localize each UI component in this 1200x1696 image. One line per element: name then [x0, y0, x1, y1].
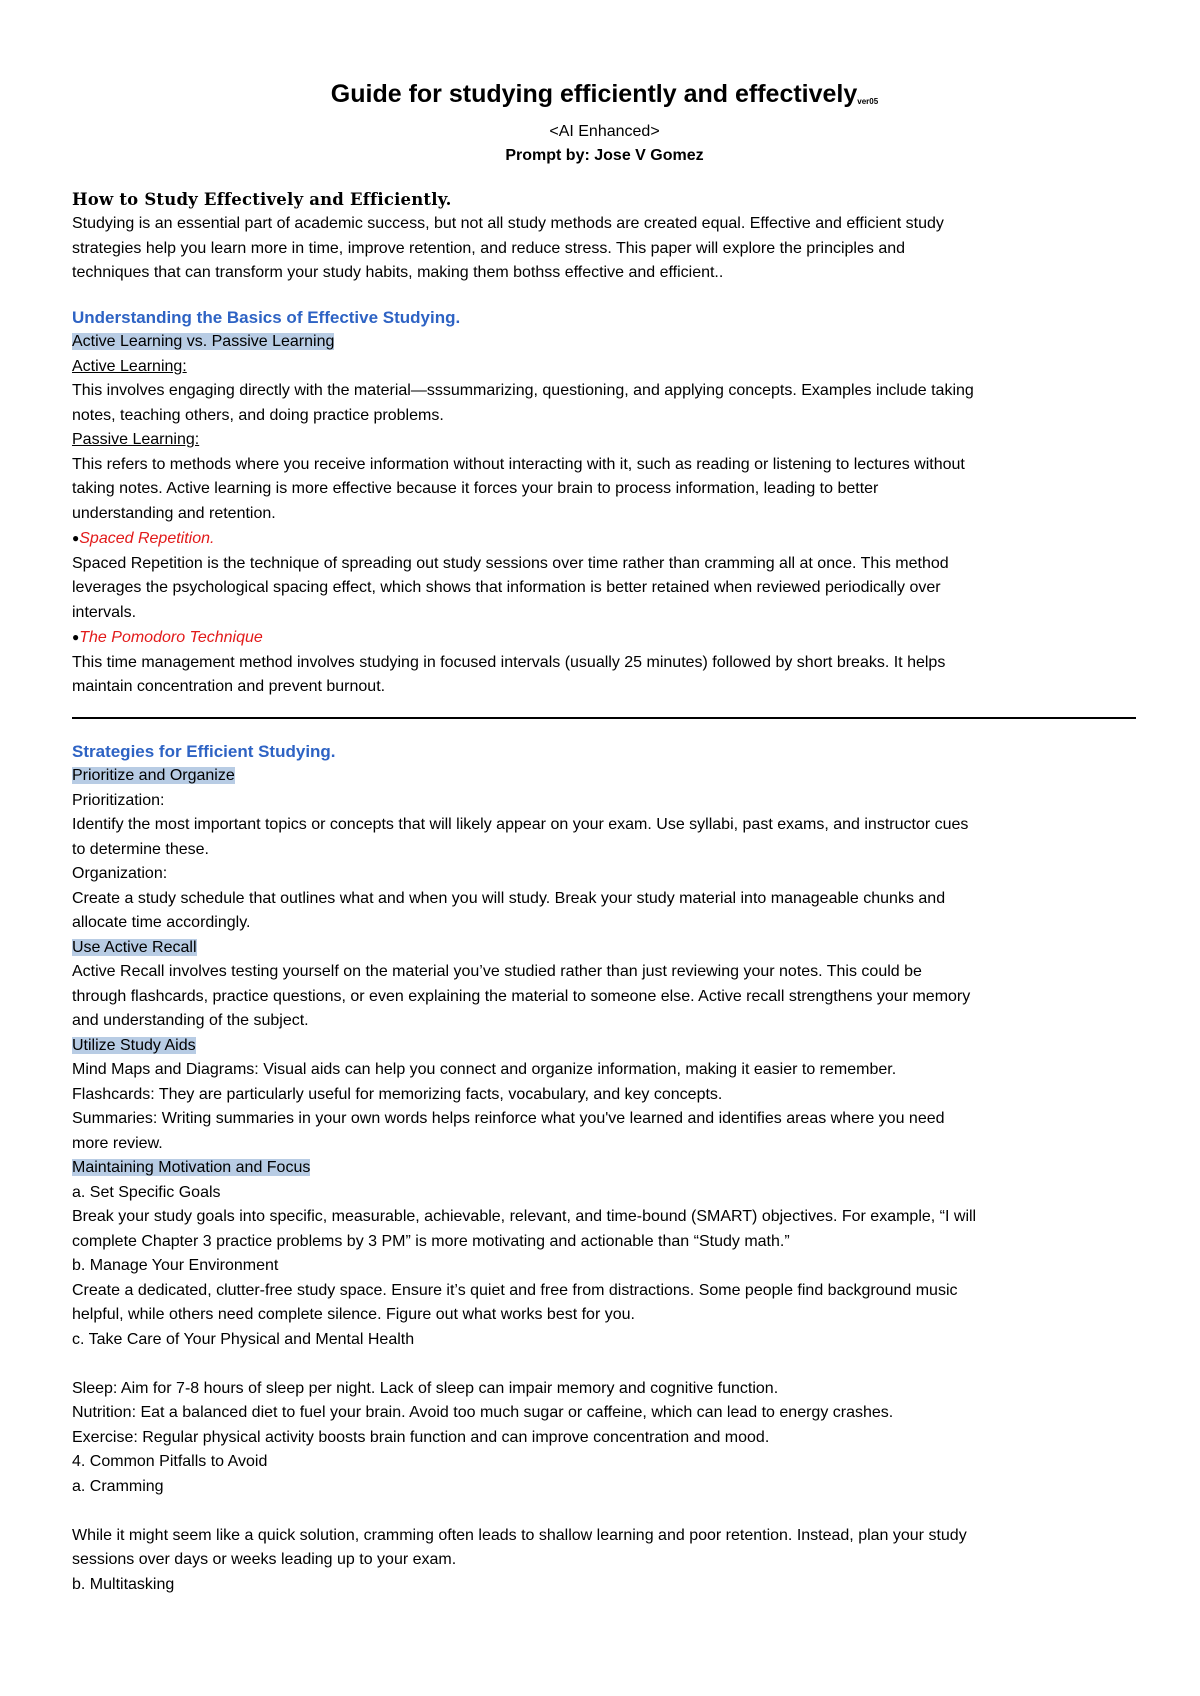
- prompt-credit: Prompt by: Jose V Gomez: [505, 147, 704, 164]
- body-line: more review.: [72, 1134, 163, 1152]
- passive-learning-label-text: Passive Learning:: [72, 431, 200, 448]
- body-line: allocate time accordingly.: [72, 914, 251, 931]
- goals-label: a. Set Specific Goals: [72, 1183, 221, 1201]
- spacer: [72, 286, 1137, 306]
- body-line: Exercise: Regular physical activity boosts brain function and can improve concentration and mood.: [72, 1428, 770, 1446]
- body-line: sessions over days or weeks leading up to your exam.: [72, 1551, 457, 1568]
- body-line: Create a dedicated, clutter-free study space. Ensure it’s quiet and free from distractions. Some people find background music: [72, 1281, 958, 1299]
- organization-label: Organization:: [72, 865, 168, 882]
- subheading-study-aids: [72, 1034, 1137, 1059]
- cramming-label: a. Cramming: [72, 1477, 164, 1495]
- subheading-active-vs-passive: [72, 330, 1137, 355]
- body-line: This involves engaging directly with the material—sssummarizing, questioning, and applying concepts. Examples include taking: [72, 382, 974, 399]
- highlighted-subheading: Utilize Study Aids: [72, 1036, 196, 1054]
- spaced-repetition-item: [72, 526, 1137, 552]
- body-line: notes, teaching others, and doing practice problems.: [72, 406, 444, 424]
- section-heading-strategies: Strategies for Efficient Studying.: [72, 741, 336, 761]
- highlighted-subheading: Prioritize and Organize: [72, 767, 235, 784]
- body-line: maintain concentration and prevent burnout.: [72, 678, 386, 695]
- body-line: to determine these.: [72, 840, 209, 858]
- passive-learning-label: [72, 428, 1137, 453]
- body-line: leverages the psychological spacing effect, which shows that information is better retained when reviewed periodically over: [72, 579, 941, 596]
- body-line: Active Recall involves testing yourself on the material you’ve studied rather than just reviewing your notes. This could be: [72, 963, 922, 980]
- subheading-prioritize: [72, 764, 1137, 789]
- intro-line: Studying is an essential part of academic success, but not all study methods are created equal. Effective and efficient study: [72, 215, 944, 232]
- body-line: taking notes. Active learning is more effective because it forces your brain to process information, leading to better: [72, 480, 879, 497]
- body-line: Flashcards: They are particularly useful for memorizing facts, vocabulary, and key concepts.: [72, 1085, 723, 1103]
- body-line: Mind Maps and Diagrams: Visual aids can help you connect and organize information, making it easier to remember.: [72, 1061, 897, 1078]
- prioritization-label: Prioritization:: [72, 791, 165, 809]
- body-line: through flashcards, practice questions, or even explaining the material to someone else. Active recall strengthens your memory: [72, 987, 971, 1005]
- version-tag: ver05: [857, 97, 879, 106]
- pitfalls-label: 4. Common Pitfalls to Avoid: [72, 1453, 268, 1470]
- health-label: c. Take Care of Your Physical and Mental Health: [72, 1330, 415, 1348]
- pomodoro-label: The Pomodoro Technique: [79, 629, 263, 646]
- section-divider: [72, 717, 1136, 719]
- subheading-motivation: [72, 1156, 1137, 1181]
- body-line: complete Chapter 3 practice problems by 3 PM” is more motivating and actionable than “Study math.”: [72, 1232, 790, 1250]
- body-line: This refers to methods where you receive information without interacting with it, such as reading or listening to lectures without: [72, 455, 965, 473]
- body-line: Spaced Repetition is the technique of spreading out study sessions over time rather than cramming all at once. This method: [72, 554, 949, 572]
- body-line: Break your study goals into specific, measurable, achievable, relevant, and time-bound (SMART) objectives. For example, “I will: [72, 1208, 977, 1225]
- body-line: This time management method involves studying in focused intervals (usually 25 minutes) followed by short breaks. It helps: [72, 653, 946, 671]
- bullet-icon: ●: [72, 531, 80, 545]
- highlighted-subheading: Use Active Recall: [72, 938, 197, 956]
- title-text: Guide for studying efficiently and effectively: [330, 80, 858, 108]
- spacer: [72, 1352, 1137, 1377]
- document-page: [72, 78, 1137, 1597]
- bullet-icon: ●: [72, 630, 80, 644]
- multitasking-label: b. Multitasking: [72, 1575, 175, 1593]
- intro-heading: How to Study Effectively and Efficiently.: [72, 190, 452, 209]
- body-line: helpful, while others need complete silence. Figure out what works best for you.: [72, 1306, 635, 1323]
- body-line: understanding and retention.: [72, 504, 276, 522]
- body-line: While it might seem like a quick solution, cramming often leads to shallow learning and poor retention. Instead, plan your study: [72, 1526, 967, 1544]
- environment-label: b. Manage Your Environment: [72, 1257, 279, 1274]
- intro-line: techniques that can transform your study habits, making them bothss effective and efficient..: [72, 264, 724, 281]
- body-line: and understanding of the subject.: [72, 1012, 309, 1029]
- highlighted-subheading: Maintaining Motivation and Focus: [72, 1159, 311, 1176]
- highlighted-subheading: Active Learning vs. Passive Learning: [72, 333, 335, 350]
- intro-line: strategies help you learn more in time, improve retention, and reduce stress. This paper will explore the principles and: [72, 239, 906, 257]
- body-line: Identify the most important topics or concepts that will likely appear on your exam. Use syllabi, past exams, and instructor cues: [72, 816, 969, 833]
- body-line: Create a study schedule that outlines what and when you will study. Break your study material into manageable chunks and: [72, 889, 946, 907]
- spaced-repetition-label: Spaced Repetition.: [79, 530, 215, 547]
- spacer: [72, 1499, 1137, 1524]
- pomodoro-item: [72, 625, 1137, 651]
- subheading-active-recall: [72, 936, 1137, 961]
- body-line: Nutrition: Eat a balanced diet to fuel your brain. Avoid too much sugar or caffeine, which can lead to energy crashes.: [72, 1404, 894, 1421]
- subtitle: <AI Enhanced>: [549, 123, 660, 140]
- body-line: intervals.: [72, 603, 137, 621]
- active-learning-label-text: Active Learning:: [72, 357, 187, 375]
- active-learning-label: [72, 355, 1137, 380]
- section-heading-basics: Understanding the Basics of Effective Studying.: [72, 307, 461, 327]
- document-title: [72, 78, 1137, 118]
- body-line: Sleep: Aim for 7-8 hours of sleep per night. Lack of sleep can impair memory and cognitive function.: [72, 1379, 779, 1397]
- body-line: Summaries: Writing summaries in your own words helps reinforce what you've learned and identifies areas where you need: [72, 1110, 945, 1127]
